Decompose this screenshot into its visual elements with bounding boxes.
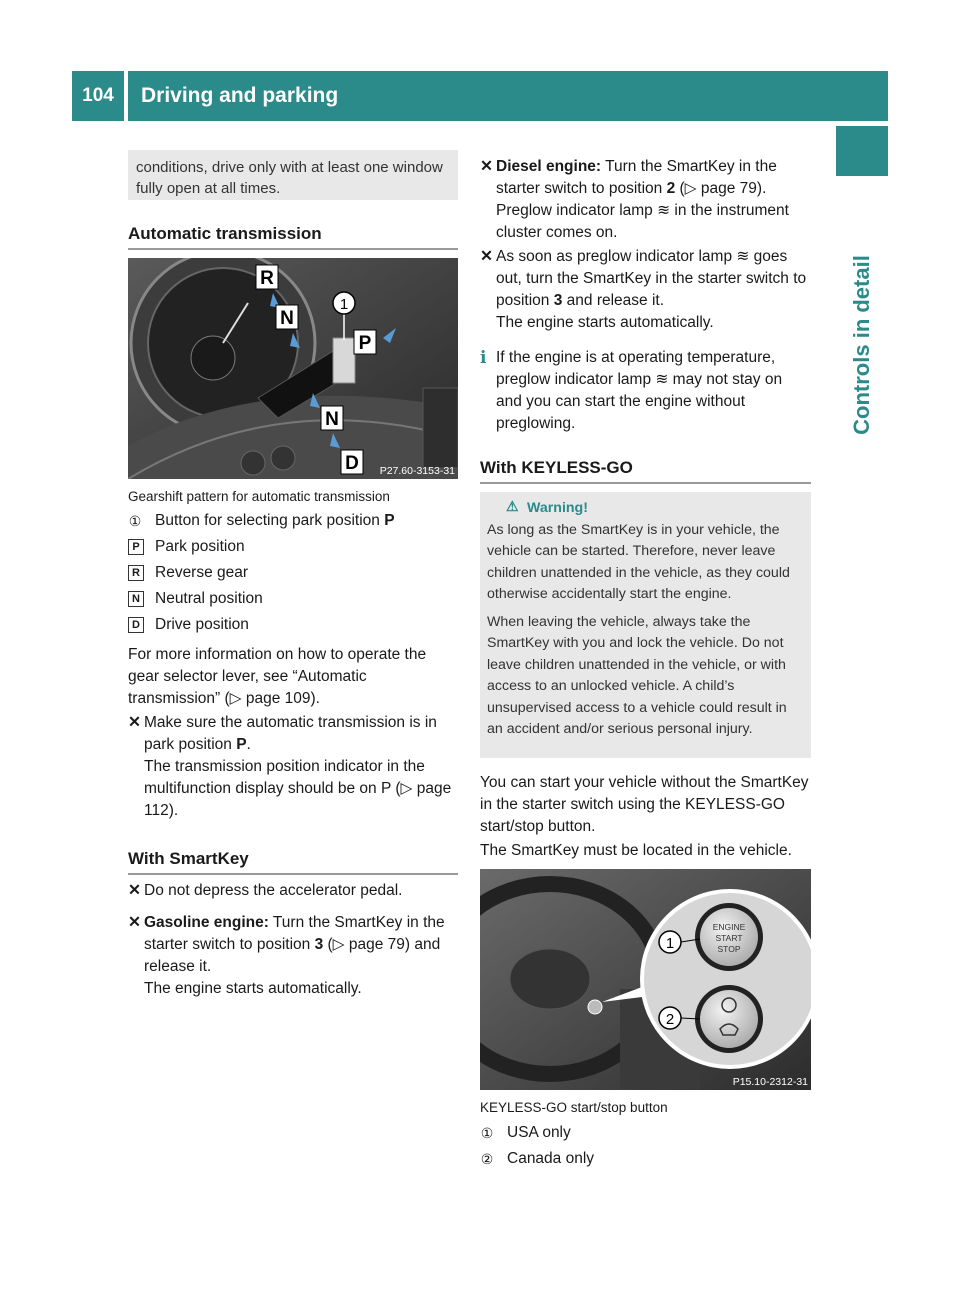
heading-automatic-transmission: Automatic transmission <box>128 224 322 243</box>
legend-list-2 <box>480 1122 812 1174</box>
legend-sym: ② <box>480 1151 494 1167</box>
step-gasoline: ✕ Gasoline engine: Turn the SmartKey in the starter switch to position 3 (▷ page 79) and release it. The engine starts automatically. <box>128 914 445 997</box>
callout-1: 1 <box>339 296 349 313</box>
keyless-figure <box>480 869 811 1090</box>
heading-with-smartkey: With SmartKey <box>128 849 249 868</box>
keyless-paragraph: You can start your vehicle without the SmartKey in the starter switch using the KEYLESS-GO start/stop button. <box>480 774 809 835</box>
legend-label: USA only <box>507 1124 571 1141</box>
legend-label: Drive position <box>155 616 249 633</box>
step-diesel: ✕ Diesel engine: Turn the SmartKey in the starter switch to position 2 (▷ page 79). Preglow indicator lamp ≋ in the instrument cluster comes on. <box>480 158 789 241</box>
legend-sym: N <box>128 591 144 607</box>
warning-paragraph: As long as the SmartKey is in your vehicle, the vehicle can be started. Therefore, never leave children unattended in the vehicle, as they could otherwise accidentally start the engine. <box>487 521 790 602</box>
label-r: R <box>260 268 274 289</box>
legend-list <box>128 510 458 640</box>
legend-sym: D <box>128 617 144 633</box>
legend-sym: ① <box>128 513 142 529</box>
label-n-bottom: N <box>325 409 339 430</box>
divider <box>128 873 458 875</box>
btn-line3: STOP <box>717 944 741 954</box>
step-result: The engine starts automatically. <box>144 980 362 997</box>
step-park-position: ✕ Make sure the automatic transmission is in park position P. The transmission position indicator in the multifunction display should be on P (▷ page 112). <box>128 714 452 819</box>
section-title: Driving and parking <box>128 71 888 121</box>
page-number: 104 <box>72 71 124 121</box>
heading-with-keyless-go: With KEYLESS-GO <box>480 458 633 477</box>
info-icon: i <box>480 348 487 368</box>
side-tab-block <box>836 126 888 176</box>
legend-sym: P <box>128 539 144 555</box>
step-bullet: ✕ <box>480 158 493 175</box>
keyless-illustration <box>480 869 811 1090</box>
figure-caption: KEYLESS-GO start/stop button <box>480 1100 668 1115</box>
keyless-paragraph-2: The SmartKey must be located in the vehicle. <box>480 842 792 859</box>
legend-label: Canada only <box>507 1150 595 1167</box>
legend-sym: ① <box>480 1125 494 1141</box>
note-box <box>128 150 458 200</box>
warning-box <box>480 492 811 758</box>
callout-1: 1 <box>665 935 675 952</box>
step-result: The transmission position indicator in the multifunction display should be on P (▷ page 112). <box>144 758 452 819</box>
gearshift-illustration <box>128 258 458 479</box>
divider <box>128 248 458 250</box>
step-bullet: ✕ <box>128 714 141 731</box>
figure-code: P27.60-3153-31 <box>379 465 455 477</box>
legend-label: Park position <box>155 538 245 555</box>
label-n-top: N <box>280 308 294 329</box>
btn-line1: ENGINE <box>712 922 746 932</box>
gearshift-figure <box>128 258 458 479</box>
step-result: The engine starts automatically. <box>496 314 714 331</box>
divider <box>480 482 811 484</box>
warning-paragraph: When leaving the vehicle, always take the SmartKey with you and lock the vehicle. Do not leave children unattended in the vehicle, or with access to an unlocked vehicle. A child’s unsupervised access to a vehicle could result in an accident and/or serious personal injury. <box>487 613 787 737</box>
figure-code: P15.10-2312-31 <box>732 1076 808 1088</box>
step-bullet: ✕ <box>480 248 493 265</box>
callout-2: 2 <box>665 1011 675 1028</box>
step-bullet: ✕ <box>128 914 141 931</box>
btn-line2: START <box>715 933 743 943</box>
legend-sym: R <box>128 565 144 581</box>
step-bullet: ✕ <box>128 882 141 899</box>
legend-label: Button for selecting park position P <box>155 512 395 529</box>
side-tab-label: Controls in detail <box>849 255 874 435</box>
warning-icon: ⚠ <box>506 499 519 515</box>
note-text: conditions, drive only with at least one window fully open at all times. <box>136 159 443 197</box>
side-tab <box>836 180 888 510</box>
legend-label: Reverse gear <box>155 564 249 581</box>
label-d: D <box>345 453 359 474</box>
info-note: i If the engine is at operating temperature, preglow indicator lamp ≋ may not stay on and you can start the engine without preglowing. <box>480 348 783 432</box>
step-accelerator: ✕ Do not depress the accelerator pedal. <box>128 880 458 902</box>
figure-caption: Gearshift pattern for automatic transmission <box>128 489 390 504</box>
more-info-paragraph: For more information on how to operate the gear selector lever, see “Automatic transmission” (▷ page 109). <box>128 646 427 707</box>
legend-label: Neutral position <box>155 590 263 607</box>
warning-title: Warning! <box>527 500 588 516</box>
step-preglow: ✕ As soon as preglow indicator lamp ≋ goes out, turn the SmartKey in the starter switch to position 3 and release it. The engine starts automatically. <box>480 248 807 331</box>
label-p: P <box>358 333 372 354</box>
